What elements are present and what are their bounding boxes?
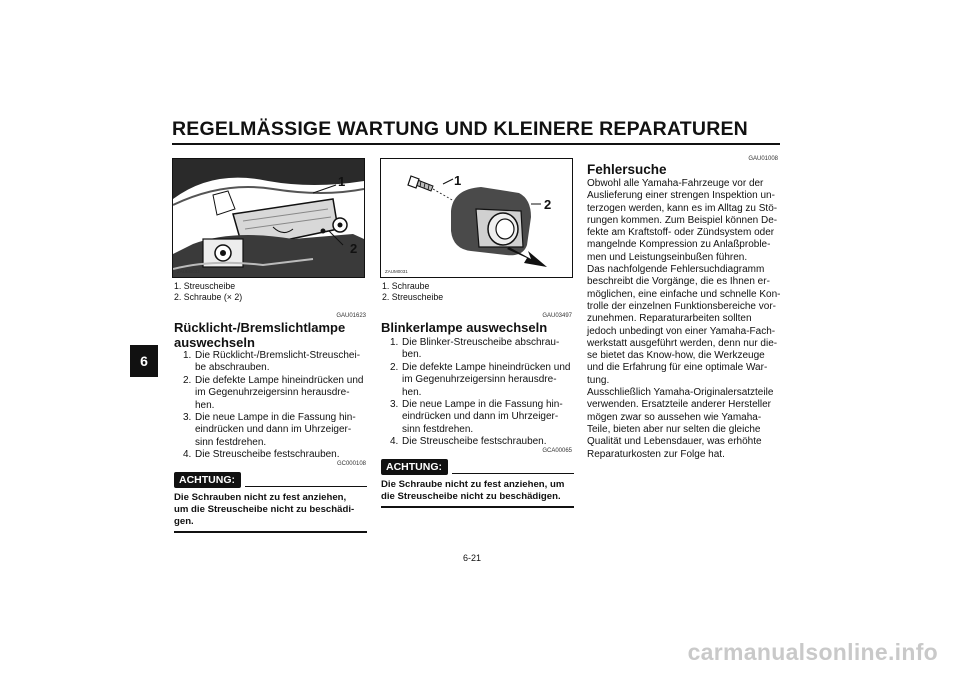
step-number: 1. [390, 337, 399, 348]
taillight-illustration [173, 159, 364, 277]
text-line: werkstatt ausgeführt werden, denn nur die- [587, 337, 778, 349]
caution-text [381, 479, 581, 503]
watermark[interactable]: carmanualsonline.info [687, 639, 938, 665]
chapter-tab: 6 [130, 345, 158, 377]
section-heading: Fehlersuche [587, 162, 667, 177]
text-line: möglichen, eine einfache und schnelle Kon- [587, 288, 781, 300]
header-rule [172, 143, 780, 145]
figure-captions [174, 281, 364, 303]
step-text: eindrücken und dann im Uhrzeiger- [195, 424, 352, 436]
step-item [390, 436, 576, 448]
step-text: be abschrauben. [195, 362, 270, 374]
text-line: mangelnde Kompression zu Anlaßproble- [587, 239, 771, 251]
steps-list [183, 350, 369, 462]
text-line: Obwohl alle Yamaha-Fahrzeuge vor der [587, 178, 764, 189]
step-item [390, 399, 576, 436]
text-line: tung. [587, 374, 610, 386]
caption-item: 2. Schraube (× 2) [174, 292, 243, 302]
step-text: Die Blinker-Streuscheibe abschrau- [402, 337, 560, 348]
caution-line: die Streuscheibe nicht zu beschädigen. [381, 491, 561, 503]
caption-item: 2. Streuscheibe [382, 292, 444, 302]
step-item [183, 375, 369, 412]
section-heading: Blinkerlampe auswechseln [381, 320, 548, 335]
text-line: jedoch unbedingt von einer Yamaha-Fach- [587, 325, 776, 337]
text-line: Reparaturkosten zur Folge hat. [587, 448, 725, 460]
text-line: Das nachfolgende Fehlersuchdiagramm [587, 264, 765, 276]
step-number: 3. [390, 399, 399, 411]
caution-bottom-rule [174, 531, 367, 533]
text-line: trolle der einzelnen Funktionsbereiche vor- [587, 300, 776, 312]
caution-rule [245, 486, 367, 488]
text-line: rungen kommen. Zum Beispiel können De- [587, 214, 778, 226]
callout-2: 2 [350, 241, 358, 256]
caution-header [174, 472, 367, 488]
step-text: Die defekte Lampe hineindrücken und [402, 361, 571, 373]
figure-code: ZAUM0031 [385, 269, 408, 274]
step-text: ben. [402, 349, 422, 361]
caution-line: Die Schrauben nicht zu fest anziehen, [174, 492, 347, 503]
text-line: fekte am Kraftstoff- oder Zündsystem oder [587, 227, 775, 239]
step-text: Die defekte Lampe hineindrücken und [195, 374, 364, 386]
section-code: GAU01008 [748, 156, 778, 162]
figure-code: ZAUM0032 [177, 269, 200, 274]
caution-label: ACHTUNG: [381, 459, 448, 475]
step-text: sinn festdrehen. [195, 436, 267, 448]
step-number: 3. [183, 412, 192, 424]
step-item [183, 350, 369, 375]
steps-list [390, 337, 576, 449]
step-number: 4. [183, 449, 192, 461]
step-text: Die Rücklicht-/Bremslicht-Streuschei- [195, 350, 361, 361]
heading-line: auswechseln [174, 334, 255, 350]
turn-signal-illustration [381, 159, 572, 277]
page-number: 6-21 [463, 553, 482, 563]
step-text: Die neue Lampe in die Fassung hin- [195, 412, 356, 424]
heading-line: Rücklicht-/Bremslichtlampe [174, 320, 346, 335]
callout-2: 2 [544, 197, 552, 212]
turn-signal-figure [380, 158, 573, 278]
page-header-title: REGELMÄSSIGE WARTUNG UND KLEINERE REPARATUREN [172, 118, 748, 140]
text-line: zunehmen. Reparaturarbeiten sollten [587, 313, 752, 325]
taillight-figure [172, 158, 365, 278]
troubleshooting-text [587, 178, 787, 461]
caption-item: 1. Streuscheibe [174, 281, 236, 291]
callout-1: 1 [454, 173, 462, 188]
step-number: 1. [183, 350, 192, 361]
caution-text [174, 492, 369, 529]
caution-line: gen. [174, 516, 194, 528]
step-number: 2. [183, 374, 192, 386]
text-line: terzogen werden, kann es im Alltag zu Stö- [587, 202, 778, 214]
step-text: hen. [402, 386, 422, 398]
step-text: Die Streuscheibe festschrauben. [195, 449, 340, 461]
section-heading [174, 321, 369, 350]
section-code: GAU03497 [542, 313, 572, 319]
step-number: 2. [390, 361, 399, 373]
callout-1: 1 [338, 174, 346, 189]
step-item [390, 362, 576, 399]
caution-code: GCA00065 [542, 448, 572, 454]
step-item [183, 412, 369, 449]
caution-code: GC000108 [336, 461, 366, 467]
text-line: se bietet das Know-how, die Werkzeuge [587, 350, 765, 362]
step-text: im Gegenuhrzeigersinn herausdre- [195, 387, 350, 399]
step-text: eindrücken und dann im Uhrzeiger- [402, 411, 559, 423]
text-line: Qualität und Lebensdauer, was erhöhte [587, 436, 762, 448]
text-line: men und Leistungseinbußen führen. [587, 251, 748, 263]
step-item [390, 337, 576, 362]
step-item [183, 449, 369, 461]
step-text: sinn festdrehen. [402, 423, 474, 435]
caution-bottom-rule [381, 506, 574, 508]
text-line: Ausschließlich Yamaha-Originalersatzteile [587, 387, 774, 399]
text-line: mögen zwar so aussehen wie Yamaha- [587, 411, 762, 423]
step-text: hen. [195, 399, 215, 411]
text-line: Teile, bieten aber nur selten die gleiche [587, 423, 761, 435]
caution-rule [452, 473, 574, 475]
caption-item: 1. Schraube [382, 281, 430, 291]
figure-captions [382, 281, 572, 303]
caution-header [381, 459, 574, 475]
step-text: Die Streuscheibe festschrauben. [402, 436, 547, 448]
text-line: Auslieferung einer strengen Inspektion un- [587, 190, 775, 202]
step-number: 4. [390, 436, 399, 448]
step-text: im Gegenuhrzeigersinn herausdre- [402, 374, 557, 386]
text-line: verwenden. Ersatzteile anderer Hersteller [587, 399, 771, 411]
caution-line: um die Streuscheibe nicht zu beschädi- [174, 504, 355, 516]
section-code: GAU01623 [336, 313, 366, 319]
step-text: Die neue Lampe in die Fassung hin- [402, 399, 563, 411]
text-line: beschreibt die Vorgänge, die es Ihnen er- [587, 276, 770, 288]
text-line: und die Erfahrung für eine optimale War- [587, 362, 768, 374]
caution-line: Die Schraube nicht zu fest anziehen, um [381, 479, 565, 490]
caution-label: ACHTUNG: [174, 472, 241, 488]
